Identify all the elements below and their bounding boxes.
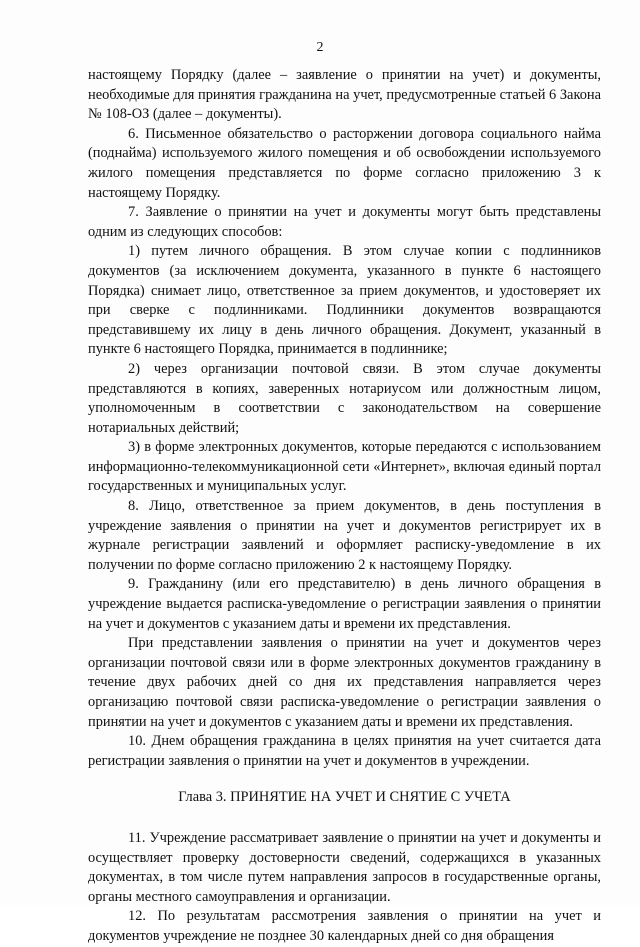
paragraph-12: 12. По результатам рассмотрения заявления о принятии на учет и документов учреждение не позднее 30 календарных дней со дня обращения bbox=[88, 908, 601, 944]
paragraph-9: 9. Гражданину (или его представителю) в день личного обращения в учреждение выдается расписка-уведомление о регистрации заявления о принятии на учет и документов с указанием даты и времени их представления. bbox=[88, 576, 601, 632]
paragraph-6: 6. Письменное обязательство о расторжении договора социального найма (поднайма) используемого жилого помещения и об освобождении используемого жилого помещения представляется по форме согласно приложению 3 к настоящему Порядку. bbox=[88, 125, 601, 201]
paragraph-9-continued: При представлении заявления о принятии на учет и документов через организации почтовой связи или в форме электронных документов гражданину в течение двух рабочих дней со дня их представления направляется через организацию почтовой связи расписка-уведомление о регистрации заявления о принятии на учет и документов с указанием даты и времени их представления. bbox=[88, 635, 601, 730]
paragraph-10: 10. Днем обращения гражданина в целях принятия на учет считается дата регистрации заявления о принятии на учет и документов в учреждении. bbox=[88, 733, 601, 769]
paragraph-7-item-1: 1) путем личного обращения. В этом случае копии с подлинников документов (за исключением документа, указанного в пункте 6 настоящего Порядка) снимает лицо, ответственное за прием документов, и удостоверяет их при сверке с подлинниками. Подлинники документов возвращаются представившему их лицу в день личного обращения. Документ, указанный в пункте 6 настоящего Порядка, принимается в подлиннике; bbox=[88, 243, 601, 358]
paragraph-7-item-2: 2) через организации почтовой связи. В этом случае документы представляются в копиях, заверенных нотариусом или должностным лицом, уполномоченным в соответствии с законодательством на совершение нотариальных действий; bbox=[88, 360, 601, 436]
paragraph-8: 8. Лицо, ответственное за прием документов, в день поступления в учреждение заявления о принятии на учет и документов регистрирует их в журнале регистрации заявлений и оформляет расписку-уведомление в их получении по форме согласно приложению 2 к настоящему Порядку. bbox=[88, 498, 601, 573]
paragraph-continuation: настоящему Порядку (далее – заявление о принятии на учет) и документы, необходимые для принятия гражданина на учет, предусмотренные статьей 6 Закона № 108-ОЗ (далее – документы). bbox=[88, 67, 601, 123]
paragraph-11: 11. Учреждение рассматривает заявление о принятии на учет и документы и осуществляет проверку достоверности сведений, содержащихся в указанных документах, в том числе путем направления запросов в государственные органы, органы местного самоуправления и организации. bbox=[88, 829, 601, 905]
chapter-heading: Глава 3. ПРИНЯТИЕ НА УЧЕТ И СНЯТИЕ С УЧЕТА bbox=[178, 789, 511, 806]
page-number: 2 bbox=[316, 40, 324, 55]
paragraph-7: 7. Заявление о принятии на учет и документы могут быть представлены одним из следующих способов: bbox=[88, 204, 601, 240]
paragraph-7-item-3: 3) в форме электронных документов, которые передаются с использованием информационно-телекоммуникационной сети «Интернет», включая единый портал государственных и муниципальных услуг. bbox=[88, 439, 601, 495]
document-body bbox=[88, 66, 601, 947]
